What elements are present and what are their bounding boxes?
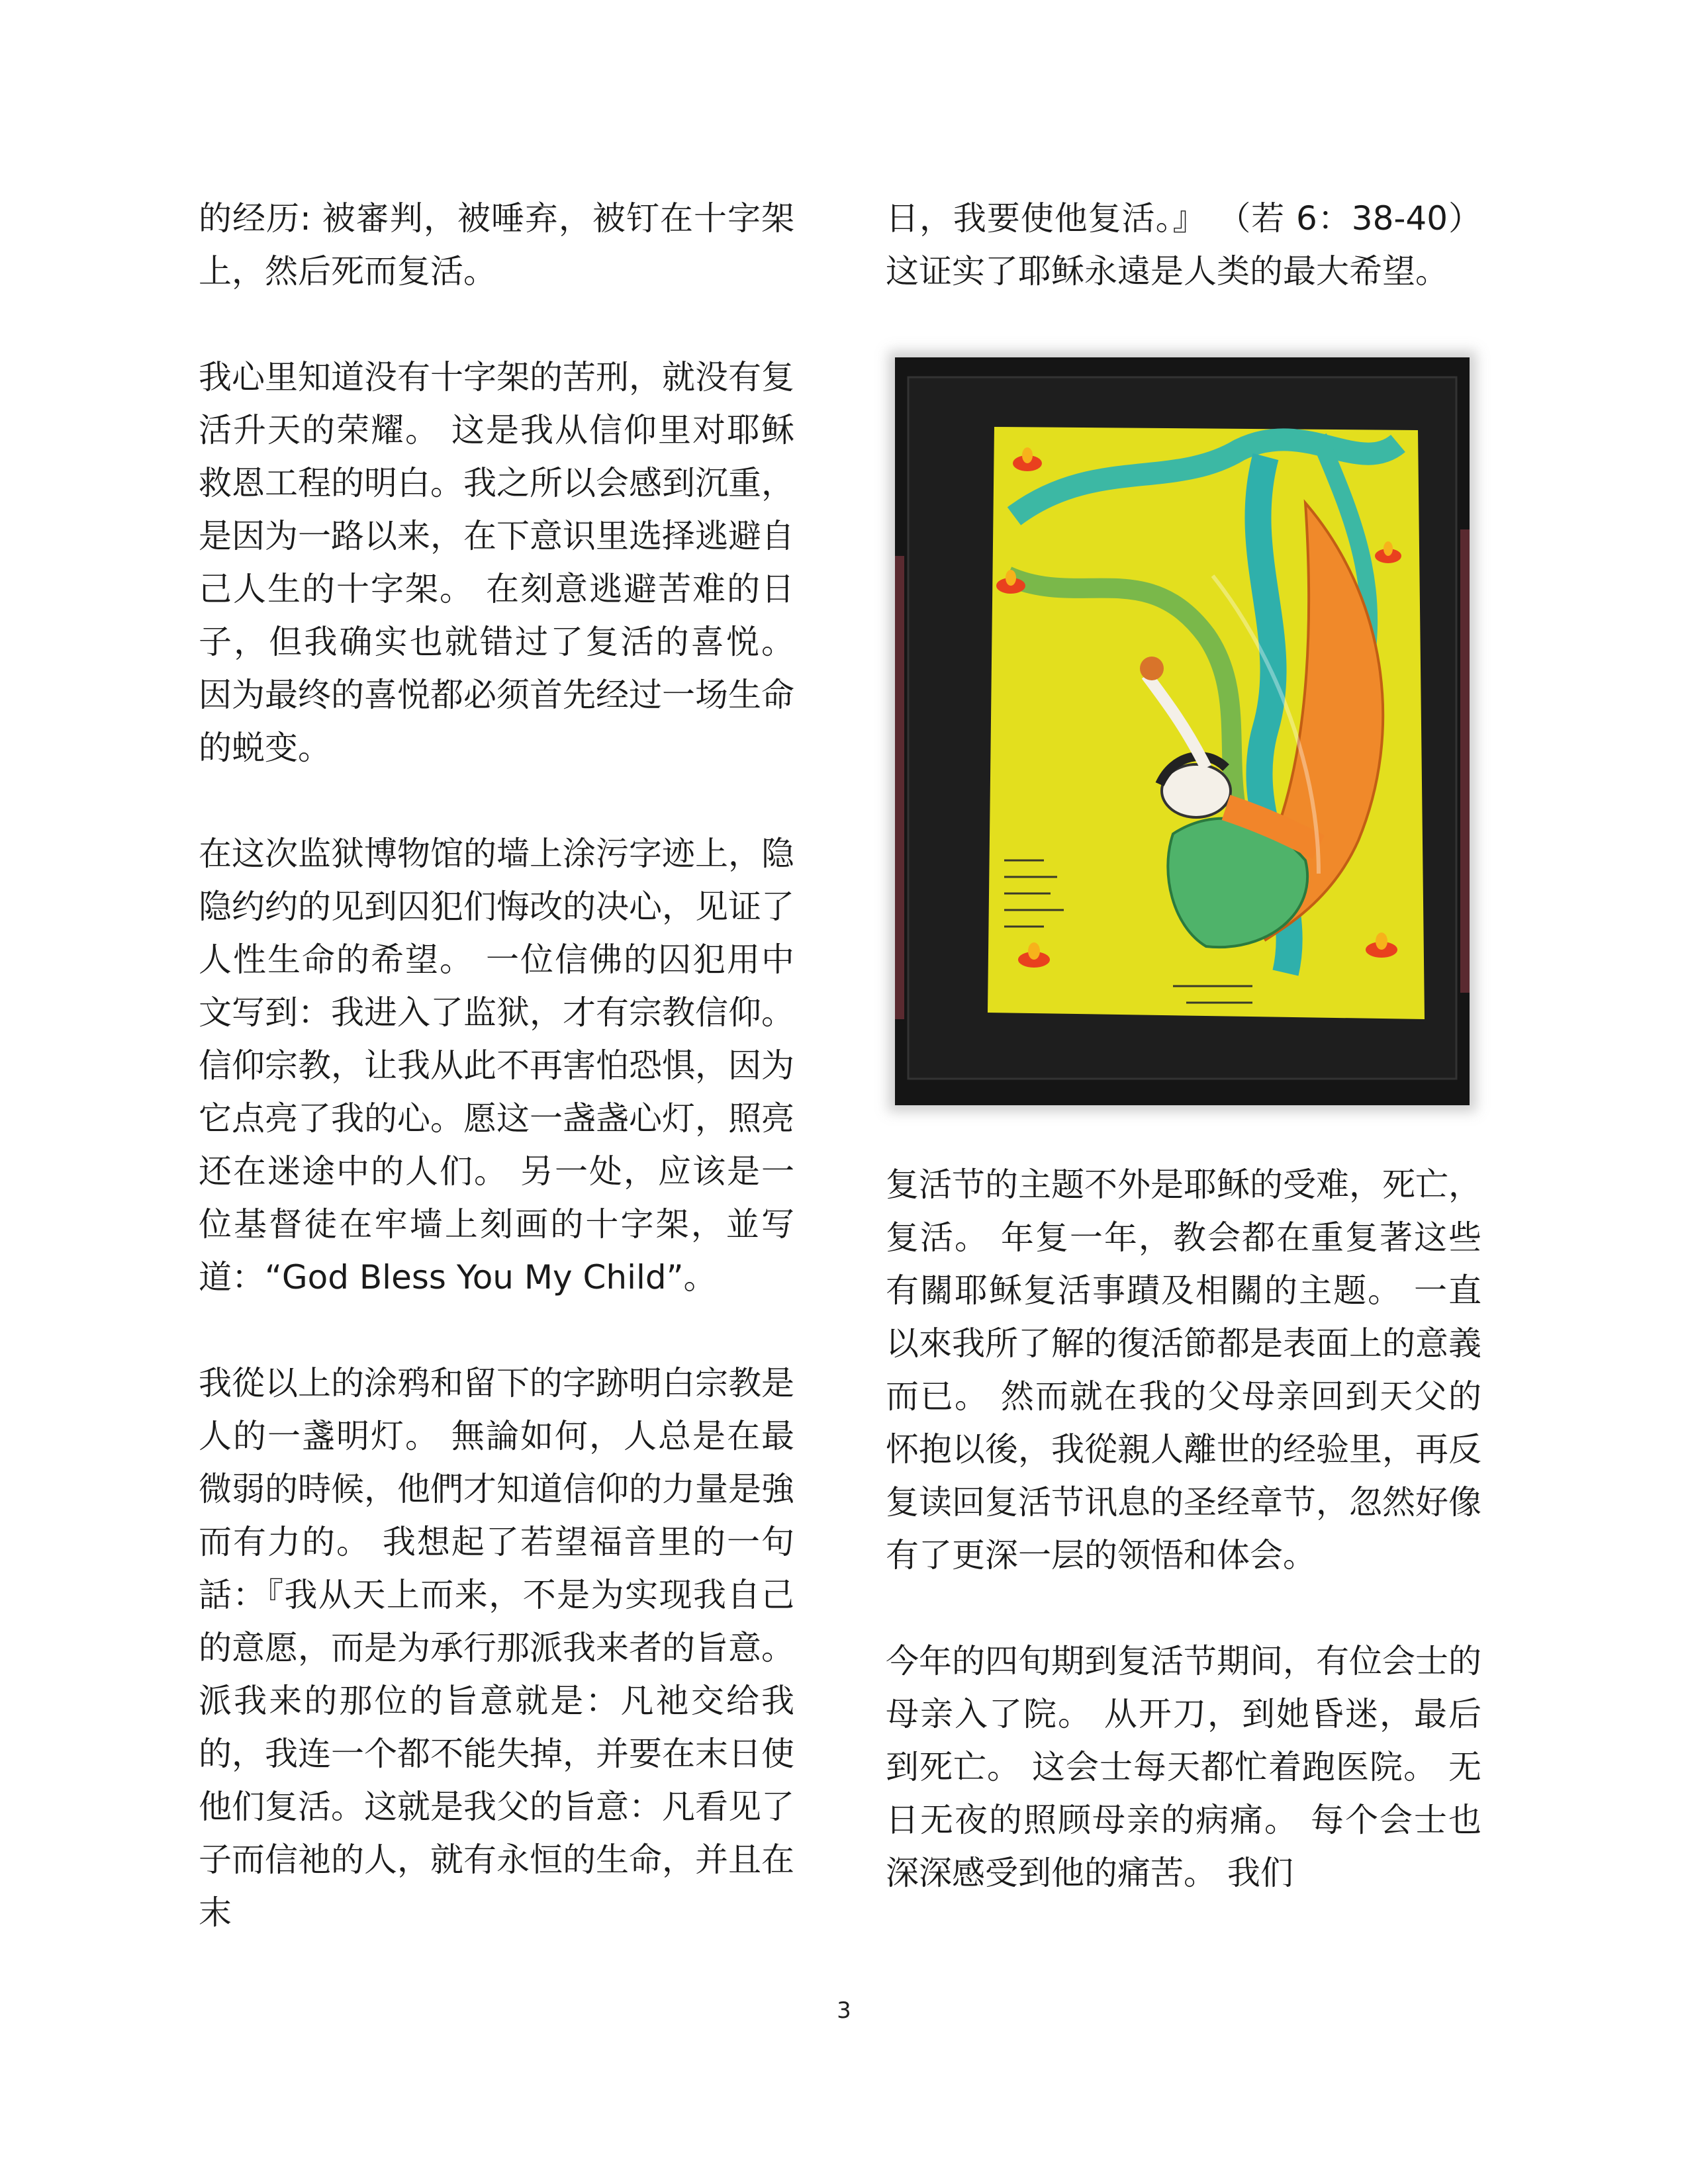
paragraph-gap <box>199 1304 794 1357</box>
paragraph-gap <box>199 298 794 351</box>
left-reflection <box>895 556 904 1019</box>
paragraph-gap <box>199 774 794 827</box>
flower-in-hand <box>1140 657 1164 680</box>
paragraph-gap <box>886 1582 1481 1635</box>
right-paragraph-2: 复活节的主题不外是耶稣的受难，死亡，复活。 年复一年，教会都在重复著这些有關耶稣复活事蹟及相關的主题。 一直以來我所了解的復活節都是表面上的意義而已。 然而就在我的父母亲回到天父的怀抱以後，我從親人離世的经验里，再反复读回复活节讯息的圣经章节，忽然好像有了更深一层的领悟和体会。 <box>886 1165 1481 1574</box>
left-paragraph-3: 在这次监狱博物馆的墙上涂污字迹上，隐隐约约的见到囚犯们悔改的决心，见证了人性生命的希望。 一位信佛的囚犯用中文写到：我进入了监狱，才有宗教信仰。 信仰宗教，让我从此不再害怕恐惧，因为它点亮了我的心。愿这一盏盏心灯，照亮还在迷途中的人们。 另一处，应该是一位基督徒在牢墙上刻画的十字架，並写道：“God Bless You My Child”。 <box>199 835 794 1297</box>
left-paragraph-1: 的经历: 被審判，被唾弃，被钉在十字架上，然后死而复活。 <box>199 199 794 291</box>
page-number: 3 <box>837 1997 851 2024</box>
right-paragraph-3: 今年的四旬期到复活节期间，有位会士的母亲入了院。 从开刀，到她昏迷，最后到死亡。 这会士每天都忙着跑医院。 无日无夜的照顾母亲的病痛。 每个会士也深深感受到他的痛苦。 我们 <box>886 1642 1481 1892</box>
left-paragraph-2: 我心里知道没有十字架的苦刑，就没有复活升天的荣耀。 这是我从信仰里对耶稣救恩工程的明白。我之所以会感到沉重，是因为一路以来，在下意识里选择逃避自己人生的十字架。 在刻意逃避苦难的日子，但我确实也就错过了复活的喜悦。 因为最终的喜悦都必须首先经过一场生命的蜕变。 <box>199 358 794 767</box>
left-column <box>199 192 794 1939</box>
painting-illustration <box>895 357 1470 1105</box>
left-paragraph-4: 我從以上的涂鸦和留下的字跡明白宗教是人的一盞明灯。 無論如何，人总是在最微弱的時候，他們才知道信仰的力量是強而有力的。 我想起了若望福音里的一句話：『我从天上而来，不是为实现我自己的意愿，而是为承行那派我来者的旨意。 派我来的那位的旨意就是：凡祂交给我的，我连一个都不能失掉，并要在末日使他们复活。这就是我父的旨意：凡看见了子而信祂的人，就有永恒的生命，并且在末 <box>199 1364 794 1932</box>
right-reflection <box>1460 529 1470 993</box>
right-paragraph-1: 日，我要使他复活。』 （若 6：38-40）这证实了耶稣永遠是人类的最大希望。 <box>886 199 1481 291</box>
framed-painting-photo <box>895 357 1470 1105</box>
